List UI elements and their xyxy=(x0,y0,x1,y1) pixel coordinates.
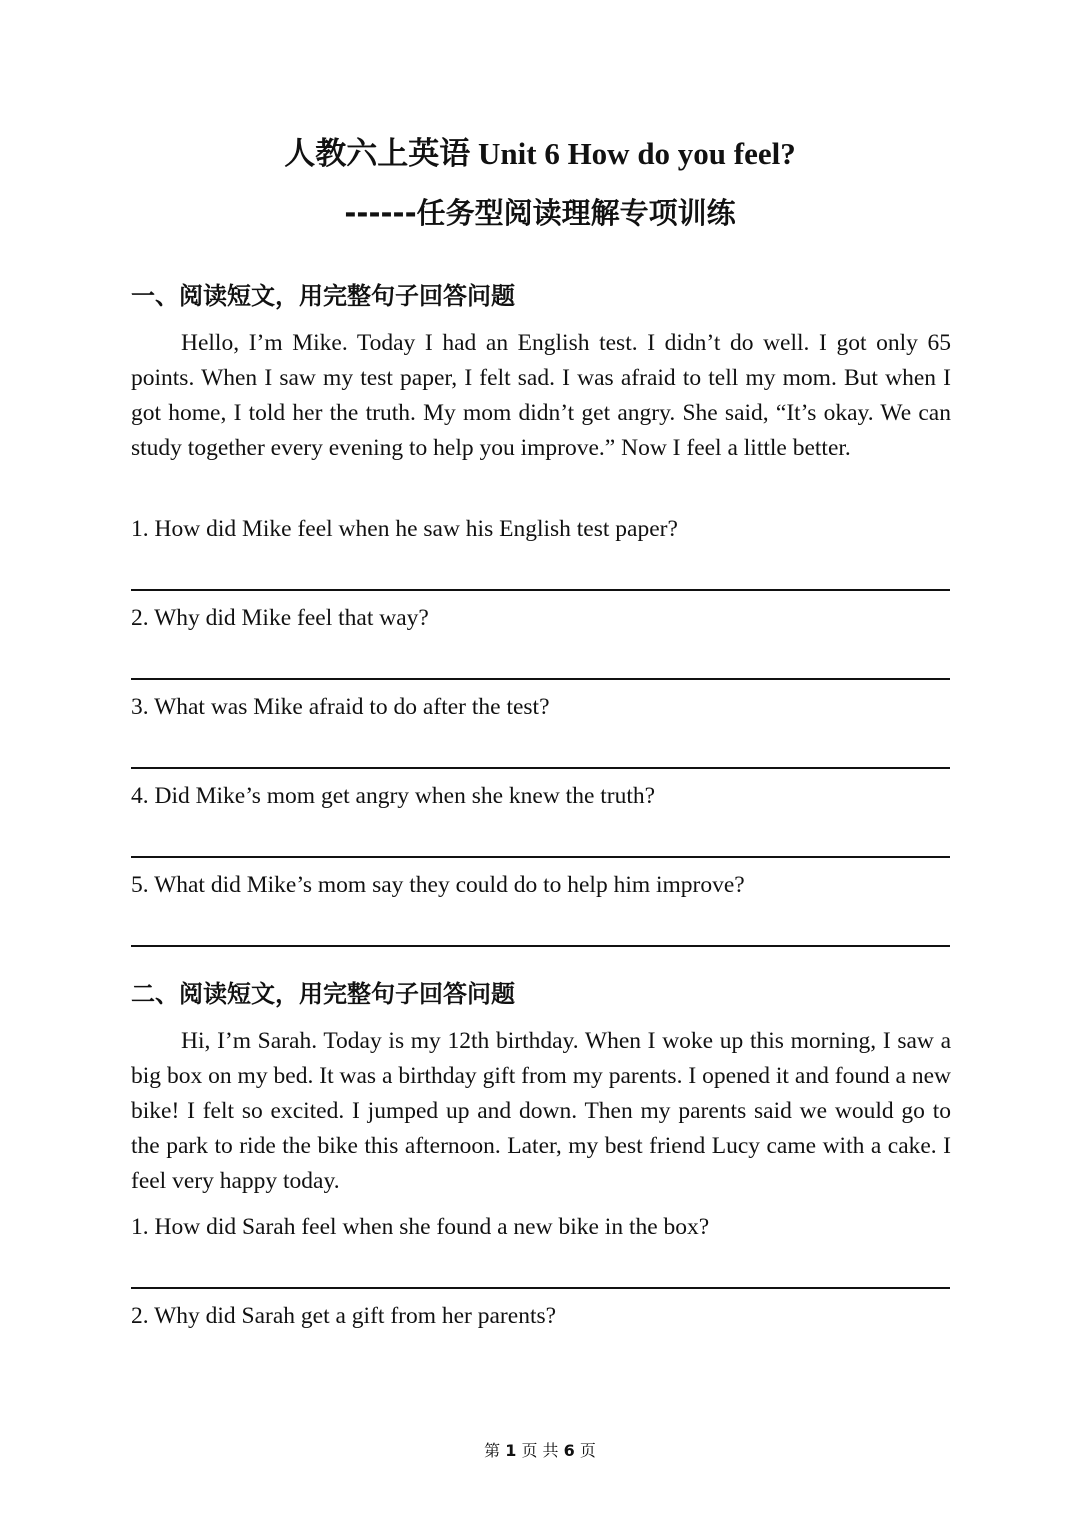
section-1-answer-line-1[interactable] xyxy=(131,589,950,591)
section-1-question-2: 2. Why did Mike feel that way? xyxy=(131,605,429,631)
current-page-number: 1 xyxy=(505,1441,517,1460)
section-2-heading: 二、阅读短文，用完整句子回答问题 xyxy=(131,980,515,1008)
footer-suffix: 页 xyxy=(579,1441,596,1460)
section-1-answer-line-3[interactable] xyxy=(131,767,950,769)
footer-middle: 页 共 xyxy=(521,1441,559,1460)
page-subtitle: ------任务型阅读理解专项训练 xyxy=(344,196,736,230)
section-1-answer-line-2[interactable] xyxy=(131,678,950,680)
section-2-passage: Hi, I’m Sarah. Today is my 12th birthday. When I woke up this morning, I saw a big box on my bed. It was a birthday gift from my parents. I opened it and found a new bike! I felt so excited. I jumped up and down. Then my parents said we would go to the park to ride the bike this afternoon. Later, my best friend Lucy came with a cake. I feel very happy today. xyxy=(131,1028,951,1194)
footer-prefix: 第 xyxy=(484,1441,501,1460)
total-pages-number: 6 xyxy=(563,1441,575,1460)
section-1-heading: 一、阅读短文，用完整句子回答问题 xyxy=(131,282,515,310)
section-1-question-4: 4. Did Mike’s mom get angry when she knew the truth? xyxy=(131,783,656,809)
page-footer xyxy=(0,1440,1080,1462)
page-title: 人教六上英语 Unit 6 How do you feel? xyxy=(284,136,796,171)
section-1-answer-line-4[interactable] xyxy=(131,856,950,858)
section-2-answer-line-1[interactable] xyxy=(131,1287,950,1289)
section-1-question-5: 5. What did Mike’s mom say they could do to help him improve? xyxy=(131,872,745,898)
section-1-answer-line-5[interactable] xyxy=(131,945,950,947)
section-1-question-3: 3. What was Mike afraid to do after the test? xyxy=(131,694,550,720)
section-1-passage: Hello, I’m Mike. Today I had an English test. I didn’t do well. I got only 65 points. When I saw my test paper, I felt sad. I was afraid to tell my mom. But when I got home, I told her the truth. My mom didn’t get angry. She said, “It’s okay. We can study together every evening to help you improve.” Now I feel a little better. xyxy=(131,330,951,461)
section-1-question-1: 1. How did Mike feel when he saw his English test paper? xyxy=(131,516,678,542)
section-2-question-2: 2. Why did Sarah get a gift from her parents? xyxy=(131,1303,557,1329)
section-2-question-1: 1. How did Sarah feel when she found a new bike in the box? xyxy=(131,1214,710,1240)
